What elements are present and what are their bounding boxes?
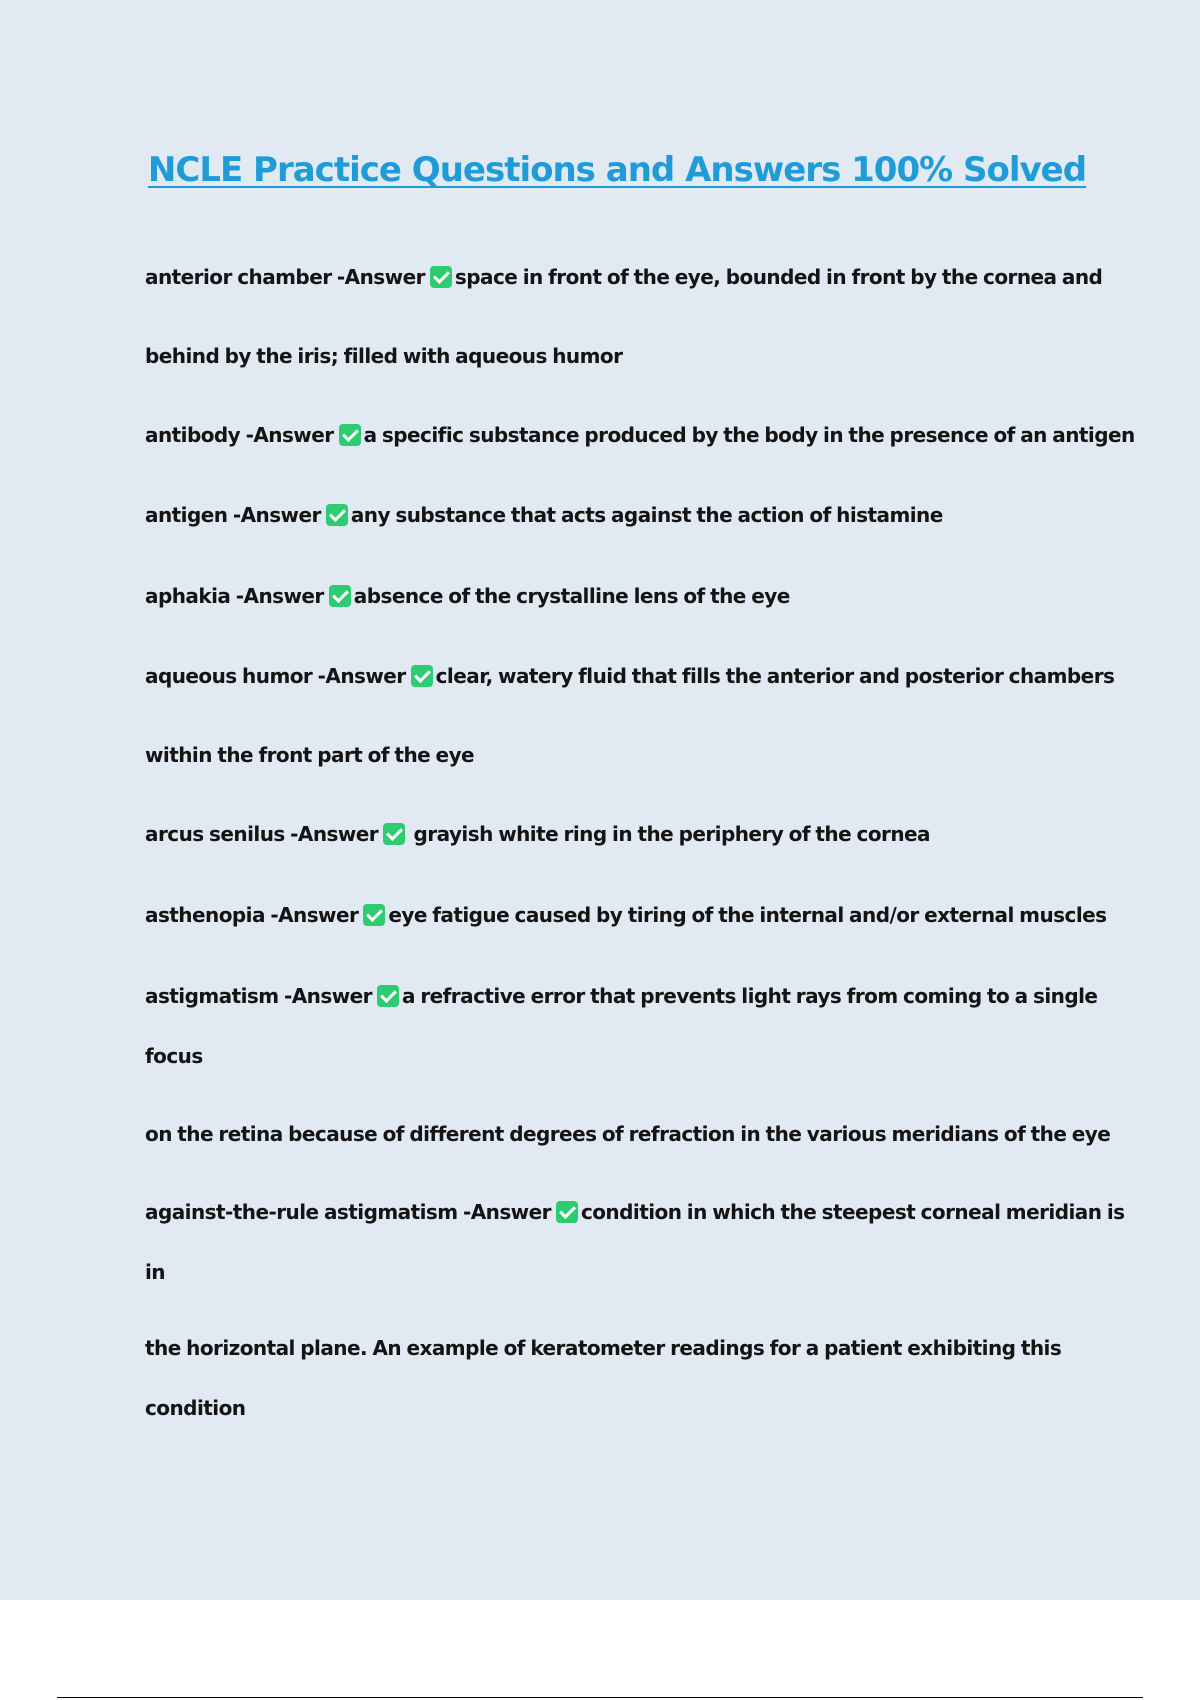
entry-continuation: behind by the iris; filled with aqueous humor xyxy=(145,344,623,368)
entry-continuation: on the retina because of different degrees of refraction in the various meridians of the eye xyxy=(145,1122,1111,1146)
check-mark-icon xyxy=(326,504,348,526)
entry-definition: condition in which the steepest corneal meridian is xyxy=(580,1200,1125,1224)
entry-line xyxy=(145,263,1102,291)
entry-continuation: the horizontal plane. An example of keratometer readings for a patient exhibiting this xyxy=(145,1336,1062,1360)
entry-continuation: condition xyxy=(145,1396,246,1420)
entry-term: against-the-rule astigmatism -Answer xyxy=(145,1200,551,1224)
entry-term: astigmatism -Answer xyxy=(145,984,372,1008)
check-mark-icon xyxy=(411,665,433,687)
entry-term: aphakia -Answer xyxy=(145,584,324,608)
entry-term: arcus senilus -Answer xyxy=(145,822,379,846)
entry-definition: any substance that acts against the action of histamine xyxy=(350,503,943,527)
entry-definition: space in front of the eye, bounded in front by the cornea and xyxy=(454,265,1103,289)
document-title: NCLE Practice Questions and Answers 100% Solved xyxy=(147,150,1087,190)
entry-continuation: focus xyxy=(145,1044,203,1068)
check-mark-icon xyxy=(383,823,405,845)
entry-definition: a specific substance produced by the body in the presence of an antigen xyxy=(363,423,1135,447)
check-mark-icon xyxy=(556,1201,578,1223)
entry-line xyxy=(145,820,930,848)
entry-term: antibody -Answer xyxy=(145,423,334,447)
entry-continuation: within the front part of the eye xyxy=(145,743,475,767)
check-mark-icon xyxy=(339,424,361,446)
entry-term: asthenopia -Answer xyxy=(145,903,359,927)
entry-definition: grayish white ring in the periphery of the cornea xyxy=(408,822,930,846)
entry-definition: eye fatigue caused by tiring of the internal and/or external muscles xyxy=(388,903,1107,927)
entry-term: anterior chamber -Answer xyxy=(145,265,425,289)
entry-definition: absence of the crystalline lens of the eye xyxy=(353,584,790,608)
entry-definition: clear, watery fluid that fills the anterior and posterior chambers xyxy=(435,664,1115,688)
check-mark-icon xyxy=(430,266,452,288)
entry-line xyxy=(145,421,1135,449)
entry-line xyxy=(145,901,1107,929)
entry-definition: a refractive error that prevents light rays from coming to a single xyxy=(401,984,1098,1008)
entry-line xyxy=(145,982,1097,1010)
entry-term: aqueous humor -Answer xyxy=(145,664,406,688)
entry-line xyxy=(145,1198,1125,1226)
check-mark-icon xyxy=(363,904,385,926)
check-mark-icon xyxy=(329,585,351,607)
entry-continuation: in xyxy=(145,1260,165,1284)
entry-line xyxy=(145,662,1114,690)
entry-term: antigen -Answer xyxy=(145,503,321,527)
entry-line xyxy=(145,501,943,529)
check-mark-icon xyxy=(377,985,399,1007)
entry-line xyxy=(145,582,790,610)
footer-divider xyxy=(57,1697,1143,1698)
